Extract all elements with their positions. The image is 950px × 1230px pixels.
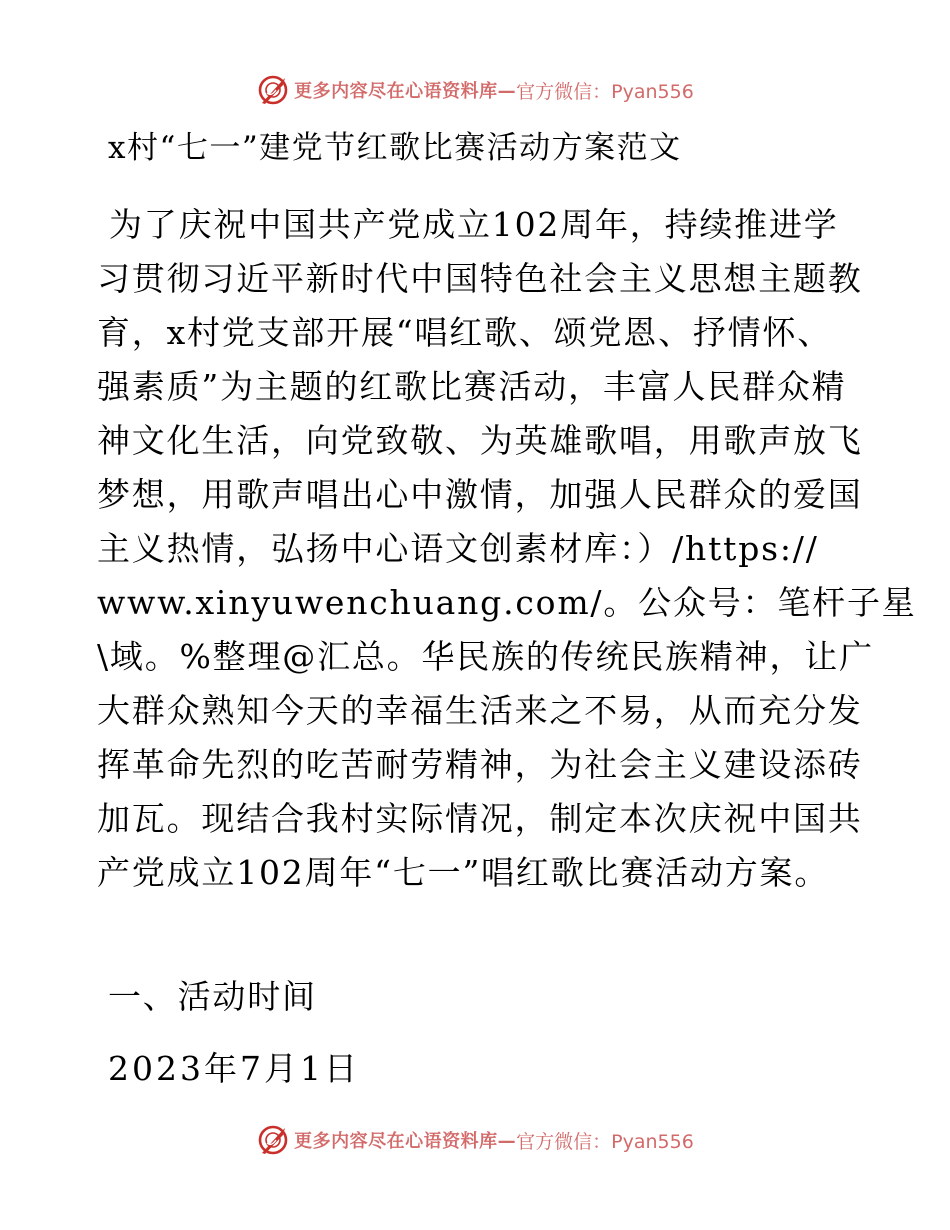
footer-banner-contact: 官方微信：Pyan556 [516,1130,694,1153]
body-line: 挥革命先烈的吃苦耐劳精神，为社会主义建设添砖 [97,745,863,784]
header-banner-text: 更多内容尽在心语资料库— [294,81,517,102]
body-line: 为了庆祝中国共产党成立102周年，持续推进学 [109,205,839,244]
footer-banner-text: 更多内容尽在心语资料库— [294,1131,517,1152]
pen-circle-logo-icon [256,73,290,107]
body-line: 梦想，用歌声唱出心中激情，加强人民群众的爱国 [97,475,863,514]
section-date: 2023年7月1日 [108,1049,360,1088]
header-banner-contact: 官方微信：Pyan556 [516,80,694,103]
pen-circle-logo-icon [256,1123,290,1157]
body-line: 加瓦。现结合我村实际情况，制定本次庆祝中国共 [97,799,863,838]
body-line: 育，x村党支部开展“唱红歌、颂党恩、抒情怀、 [97,313,833,352]
body-paragraph [97,198,917,900]
header-banner [0,68,950,112]
body-line: www.xinyuwenchuang.com/。公众号：笔杆子星 [97,583,917,622]
header-banner-content [256,73,694,107]
document-title: x村“七一”建党节红歌比赛活动方案范文 [108,130,682,166]
body-line: 强素质”为主题的红歌比赛活动，丰富人民群众精 [97,367,847,406]
body-line: 习贯彻习近平新时代中国特色社会主义思想主题教 [97,259,863,298]
body-line: \域。%整理@汇总。华民族的传统民族精神，让广 [97,637,874,676]
footer-banner [0,1118,950,1162]
section-heading-activity-time: 一、活动时间 [108,977,317,1016]
footer-banner-content [256,1123,694,1157]
body-line: 神文化生活，向党致敬、为英雄歌唱，用歌声放飞 [97,421,863,460]
body-line: 主义热情，弘扬中心语文创素材库：）/https:// [97,529,819,568]
body-line: 大群众熟知今天的幸福生活来之不易，从而充分发 [97,691,863,730]
body-line: 产党成立102周年“七一”唱红歌比赛活动方案。 [97,853,830,892]
